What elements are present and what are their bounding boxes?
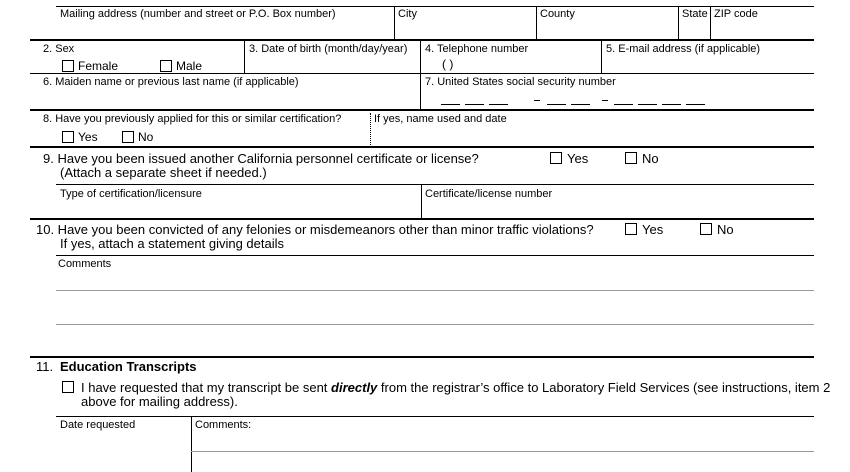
q9-no-checkbox[interactable] (625, 152, 637, 164)
row-rule (56, 255, 814, 256)
q10-no-checkbox[interactable] (700, 223, 712, 235)
section-rule (30, 356, 814, 358)
q10-note: If yes, attach a statement giving details (60, 236, 285, 251)
divider (710, 6, 711, 40)
q9-note: (Attach a separate sheet if needed.) (60, 165, 267, 180)
q9-question: 9. Have you been issued another California personnel certificate or license? (43, 151, 479, 166)
q11-comments-label: Comments: (195, 419, 252, 431)
divider (601, 40, 602, 73)
q9-yes-label: Yes (567, 151, 589, 166)
ssn-digit-blank[interactable] (441, 104, 460, 105)
row-rule (56, 416, 814, 417)
divider (244, 40, 245, 73)
certificate-number-label: Certificate/license number (425, 188, 553, 200)
q8-if-yes-label: If yes, name used and date (374, 113, 507, 125)
ssn-digit-blank[interactable] (686, 104, 705, 105)
q9-no-label: No (642, 151, 659, 166)
q8-yes-label: Yes (78, 130, 98, 144)
q9-yes-checkbox[interactable] (550, 152, 562, 164)
ssn-dash (534, 100, 540, 101)
male-label: Male (176, 59, 203, 73)
email-label: 5. E-mail address (if applicable) (606, 43, 761, 55)
telephone-label: 4. Telephone number (425, 43, 529, 55)
comments-line[interactable] (191, 451, 814, 452)
section-rule (30, 218, 814, 220)
ssn-digit-blank[interactable] (465, 104, 484, 105)
zip-code-label: ZIP code (714, 8, 758, 20)
ssn-digit-blank[interactable] (614, 104, 633, 105)
sex-label: 2. Sex (43, 43, 75, 55)
q11-heading: Education Transcripts (60, 359, 197, 374)
date-of-birth-label: 3. Date of birth (month/day/year) (249, 43, 408, 55)
row-rule (30, 73, 814, 74)
state-label: State (682, 8, 708, 20)
top-rule (56, 6, 814, 7)
telephone-area-code: ( ) (442, 57, 454, 71)
certification-type-label: Type of certification/licensure (60, 188, 202, 200)
ssn-digit-blank[interactable] (571, 104, 590, 105)
section-rule (30, 109, 814, 111)
comments-line[interactable] (56, 290, 814, 291)
row-rule (56, 184, 814, 185)
divider (678, 6, 679, 40)
mailing-address-label: Mailing address (number and street or P.O. Box number) (60, 8, 336, 20)
ssn-digit-blank[interactable] (547, 104, 566, 105)
female-label: Female (78, 59, 119, 73)
ssn-digit-blank[interactable] (662, 104, 681, 105)
ssn-digit-blank[interactable] (489, 104, 508, 105)
q10-yes-label: Yes (642, 222, 664, 237)
section-rule (30, 39, 814, 41)
q10-no-label: No (717, 222, 734, 237)
male-checkbox[interactable] (160, 60, 172, 72)
q10-comments-label: Comments (58, 258, 112, 270)
ssn-label: 7. United States social security number (425, 76, 616, 88)
ssn-digit-blank[interactable] (638, 104, 657, 105)
q8-yes-checkbox[interactable] (62, 131, 74, 143)
transcript-requested-checkbox[interactable] (62, 381, 74, 393)
transcript-statement: I have requested that my transcript be sent directly from the registrar’s office to Laboratory Field Services (see instructions, item 2 (81, 380, 831, 395)
q11-number: 11. (36, 359, 54, 374)
dotted-divider (370, 113, 371, 145)
transcript-statement-line2: above for mailing address). (81, 394, 238, 409)
comments-line[interactable] (56, 324, 814, 325)
divider (420, 40, 421, 109)
q8-no-checkbox[interactable] (122, 131, 134, 143)
city-label: City (398, 8, 417, 20)
divider (394, 6, 395, 40)
q8-question: 8. Have you previously applied for this or similar certification? (43, 113, 342, 125)
date-requested-label: Date requested (60, 419, 136, 431)
q10-question: 10. Have you been convicted of any felonies or misdemeanors other than minor traffic violations? (36, 222, 594, 237)
section-rule (30, 146, 814, 148)
maiden-name-label: 6. Maiden name or previous last name (if applicable) (43, 76, 299, 88)
ssn-dash (602, 100, 608, 101)
divider (536, 6, 537, 40)
q8-no-label: No (138, 130, 154, 144)
q10-yes-checkbox[interactable] (625, 223, 637, 235)
county-label: County (540, 8, 575, 20)
divider (191, 416, 192, 472)
divider (421, 184, 422, 219)
female-checkbox[interactable] (62, 60, 74, 72)
